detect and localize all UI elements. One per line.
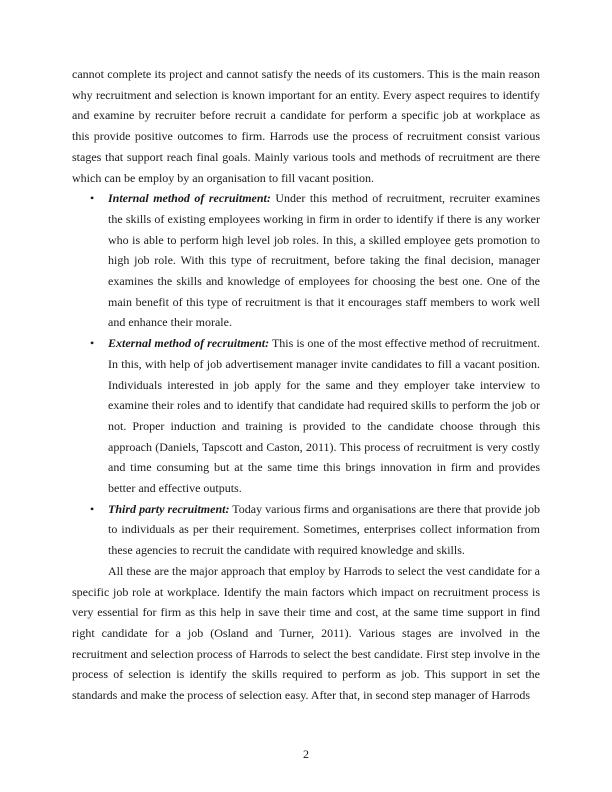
document-page: [72, 64, 540, 706]
bullet-icon: •: [90, 501, 95, 516]
bullet-heading: Internal method of recruitment:: [108, 191, 271, 206]
bullet-internal-recruitment: [72, 188, 540, 333]
bullet-heading: External method of recruitment:: [108, 336, 270, 351]
bullet-text: Under this method of recruitment, recruiter examines the skills of existing employees working in firm in order to identify if there is any worker who is able to perform high level job roles. In this, a skilled employee gets promotion to high job role. With this type of recruitment, before taking the final decision, manager examines the skills and knowledge of employees for choosing the best one. One of the main benefit of this type of recruitment is that it encourages staff members to work well and enhance their morale.: [108, 191, 541, 330]
intro-paragraph: cannot complete its project and cannot satisfy the needs of its customers. This is the main reason why recruitment and selection is known important for an entity. Every aspect requires to identify and examine by recruiter before recruit a candidate for perform a specific job at workplace as this provide positive outcomes to firm. Harrods use the process of recruitment consist various stages that support reach final goals. Mainly various tools and methods of recruitment are there which can be employ by an organisation to fill vacant position.: [72, 67, 540, 185]
bullet-icon: •: [90, 191, 95, 206]
page-number: 2: [303, 747, 309, 761]
closing-paragraph: All these are the major approach that employ by Harrods to select the vest candidate for a specific job role at workplace. Identify the main factors which impact on recruitment process is very essential for firm as this help in save their time and cost, at the same time support in find right candidate for a job (Osland and Turner, 2011). Various stages are involved in the recruitment and selection process of Harrods to select the best candidate. First step involve in the process of selection is identify the skills required to perform as job. This support in set the standards and make the process of selection easy. After that, in second step manager of Harrods: [72, 563, 540, 703]
bullet-text: Today various firms and organisations are there that provide job to individuals as per their requirement. Sometimes, enterprises collect information from these agencies to recruit the candidate with required knowledge and skills.: [108, 501, 540, 558]
bullet-icon: •: [90, 336, 95, 351]
recruitment-methods-list: [72, 188, 540, 561]
bullet-text: This is one of the most effective method of recruitment. In this, with help of job advertisement manager invite candidates to fill a vacant position. Individuals interested in job apply for the same and they employer take interview to examine their roles and to identify that candidate had required skills to perform the job or not. Proper induction and training is provided to the candidate choose through this approach (Daniels, Tapscott and Caston, 2011). This process of recruitment is very costly and time consuming but at the same time this brings innovation in firm and provides better and effective outputs.: [108, 336, 540, 496]
bullet-heading: Third party recruitment:: [108, 501, 230, 516]
bullet-third-party-recruitment: [72, 499, 540, 561]
bullet-external-recruitment: [72, 333, 540, 499]
